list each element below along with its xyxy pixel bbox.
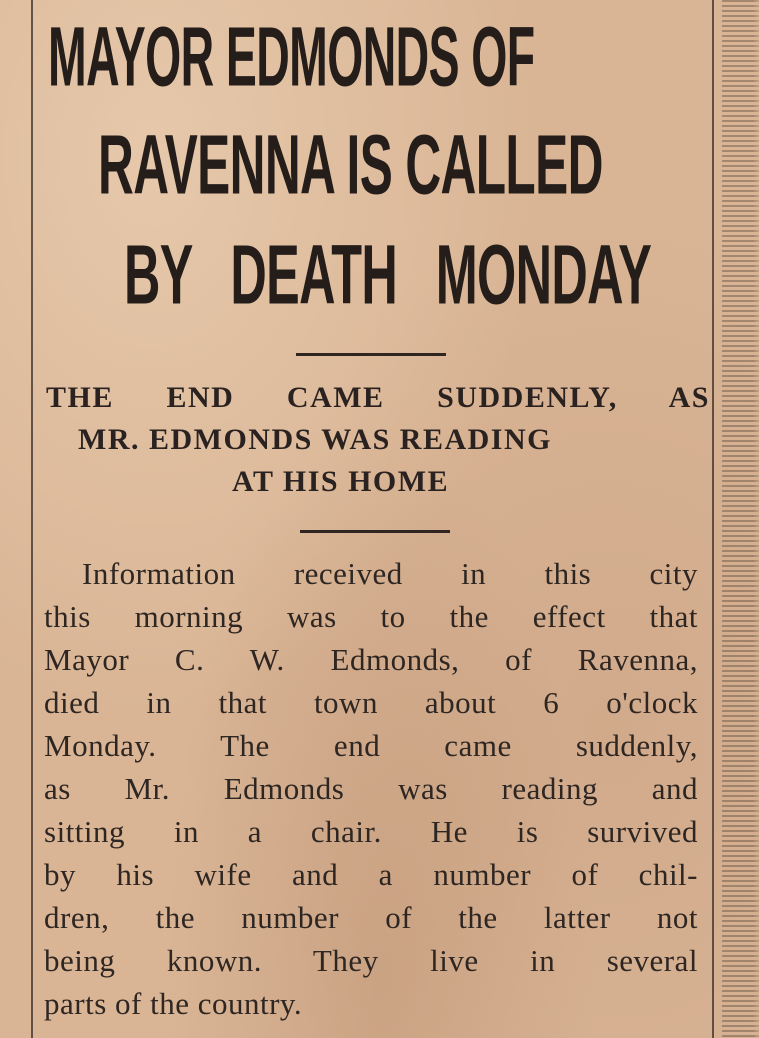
article-line: parts of the country. <box>44 986 303 1021</box>
column-rule-left <box>31 0 33 1038</box>
article-line: as Mr. Edmonds was reading and <box>44 771 698 806</box>
adjacent-column-fragment <box>722 0 759 1038</box>
article-line: sitting in a chair. He is survived <box>44 814 698 849</box>
article-line: Mayor C. W. Edmonds, of Ravenna, <box>44 642 698 677</box>
divider-rule <box>296 353 446 356</box>
subheadline-line: THE END CAME SUDDENLY, AS <box>46 381 710 414</box>
subheadline-line: AT HIS HOME <box>232 465 450 498</box>
article-line: Information received in this city <box>82 556 698 591</box>
headline-line: RAVENNA IS CALLED <box>98 118 603 212</box>
headline-line: BY DEATH MONDAY <box>124 228 652 322</box>
column-rule-right <box>712 0 714 1038</box>
article-line: Monday. The end came suddenly, <box>44 728 698 763</box>
article-line: dren, the number of the latter not <box>44 900 698 935</box>
article-line: by his wife and a number of chil- <box>44 857 698 892</box>
headline-line: MAYOR EDMONDS OF <box>48 10 535 104</box>
article-line: being known. They live in several <box>44 943 698 978</box>
subheadline-line: MR. EDMONDS WAS READING <box>78 423 552 456</box>
divider-rule <box>300 530 450 533</box>
article-line: died in that town about 6 o'clock <box>44 685 698 720</box>
article-line: this morning was to the effect that <box>44 599 698 634</box>
